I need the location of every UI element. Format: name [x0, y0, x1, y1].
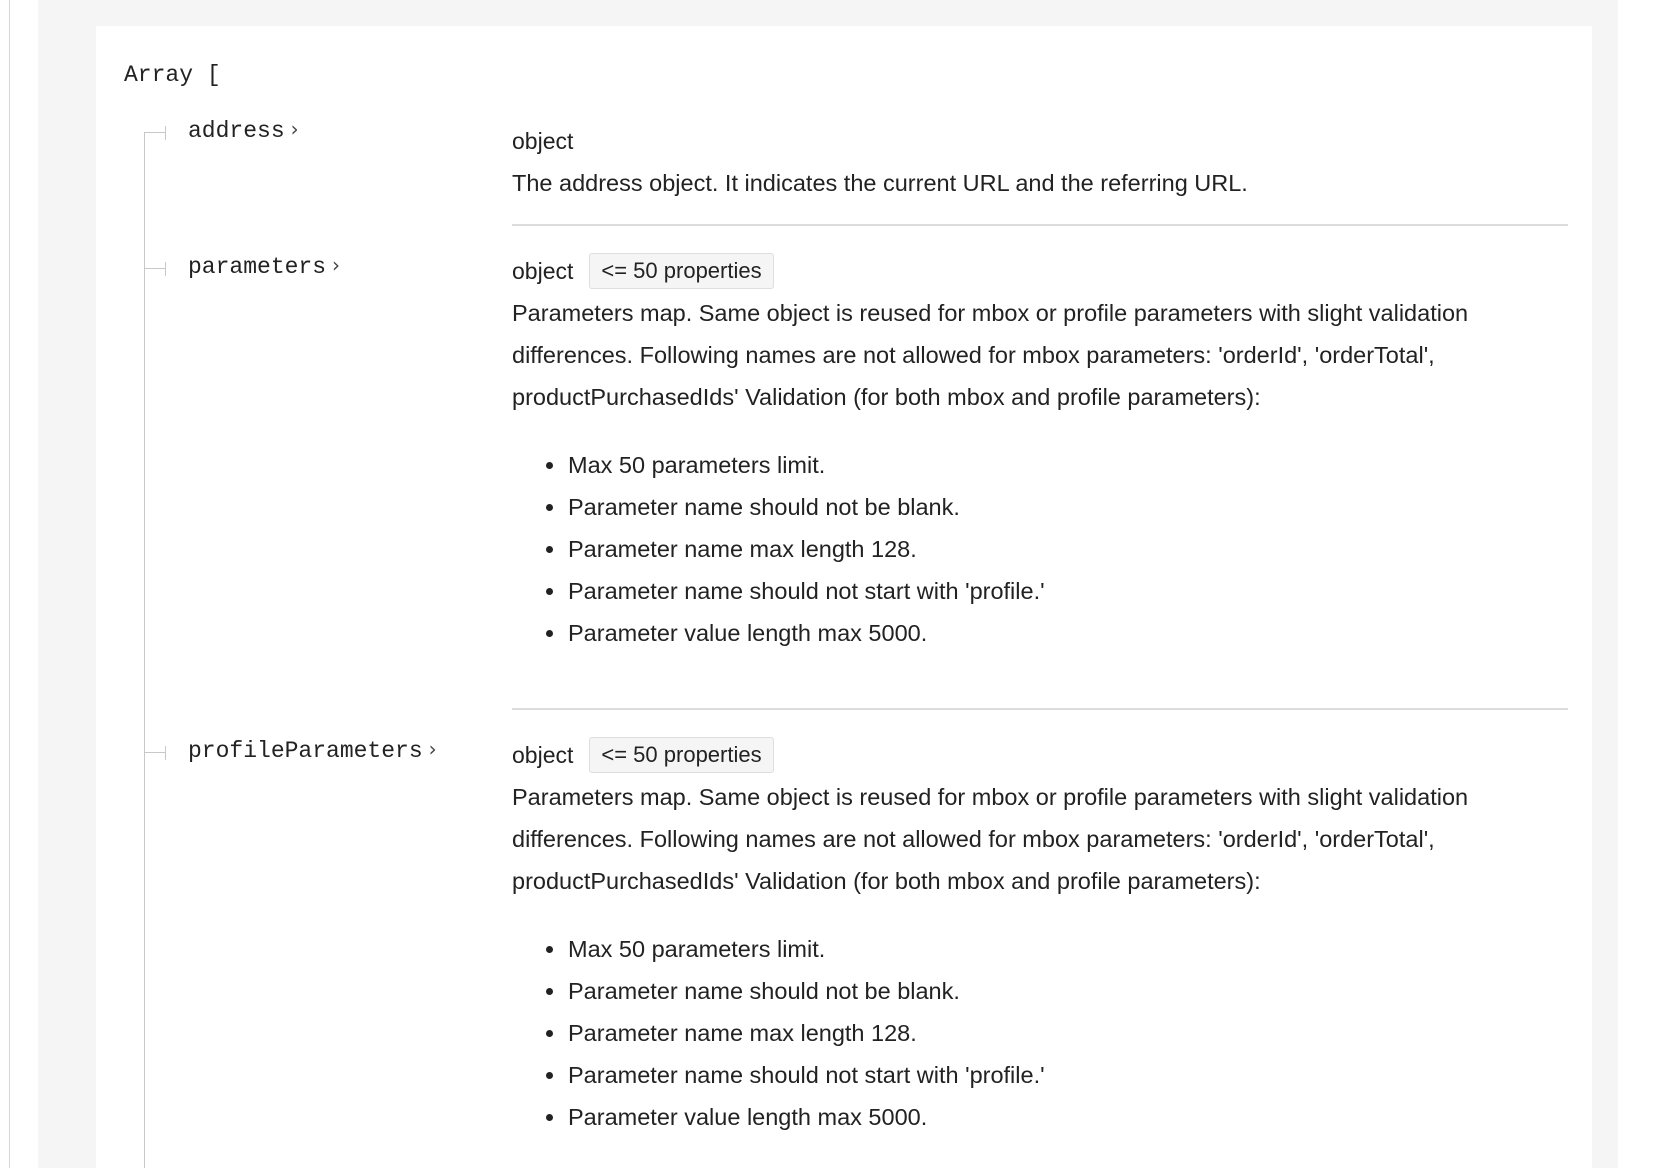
constraint-badge: <= 50 properties — [589, 253, 773, 289]
validation-rule: Max 50 parameters limit. — [568, 444, 1568, 486]
property-toggle-parameters[interactable] — [188, 254, 340, 280]
validation-rules-list — [512, 928, 1568, 1138]
property-name: parameters — [188, 254, 327, 280]
property-type: object — [512, 127, 574, 154]
tree-branch-profile-parameters — [144, 752, 166, 763]
type-line — [512, 254, 1568, 288]
property-divider — [512, 224, 1568, 226]
property-detail-profile-parameters — [512, 738, 1568, 1138]
array-open-token: Array [ — [124, 62, 221, 88]
tree-vertical-line — [144, 132, 145, 1168]
validation-rule: Parameter name should not start with 'profile.' — [568, 570, 1568, 612]
property-toggle-profile-parameters[interactable] — [188, 738, 437, 764]
type-line — [512, 124, 1568, 158]
property-type: object — [512, 741, 574, 768]
property-description: Parameters map. Same object is reused for mbox or profile parameters with slight validation differences. Following names are not allowed for mbox parameters: 'orderId', 'orderTotal', productPurchasedIds' Validation (for both mbox and profile parameters): — [512, 784, 1469, 894]
type-line — [512, 738, 1568, 772]
chevron-right-icon: › — [290, 117, 299, 141]
property-name: address — [188, 118, 285, 144]
property-type: object — [512, 257, 574, 284]
validation-rule: Parameter name max length 128. — [568, 1012, 1568, 1054]
validation-rule: Parameter name should not be blank. — [568, 486, 1568, 528]
tree-branch-parameters — [144, 268, 166, 279]
property-divider — [512, 708, 1568, 710]
validation-rule: Parameter name should not start with 'profile.' — [568, 1054, 1568, 1096]
validation-rule: Parameter value length max 5000. — [568, 1096, 1568, 1138]
constraint-badge: <= 50 properties — [589, 737, 773, 773]
chevron-right-icon: › — [332, 253, 341, 277]
property-description: The address object. It indicates the current URL and the referring URL. — [512, 170, 1248, 196]
validation-rules-list — [512, 444, 1568, 654]
validation-rule: Parameter value length max 5000. — [568, 612, 1568, 654]
property-name: profileParameters — [188, 738, 423, 764]
validation-rule: Parameter name max length 128. — [568, 528, 1568, 570]
property-description: Parameters map. Same object is reused for mbox or profile parameters with slight validation differences. Following names are not allowed for mbox parameters: 'orderId', 'orderTotal', productPurchasedIds' Validation (for both mbox and profile parameters): — [512, 300, 1469, 410]
property-detail-parameters — [512, 254, 1568, 654]
tree-branch-address — [144, 132, 166, 143]
left-border-rule — [9, 0, 10, 1168]
property-toggle-address[interactable] — [188, 118, 299, 144]
validation-rule: Parameter name should not be blank. — [568, 970, 1568, 1012]
chevron-right-icon: › — [428, 737, 437, 761]
property-detail-address — [512, 124, 1568, 204]
validation-rule: Max 50 parameters limit. — [568, 928, 1568, 970]
